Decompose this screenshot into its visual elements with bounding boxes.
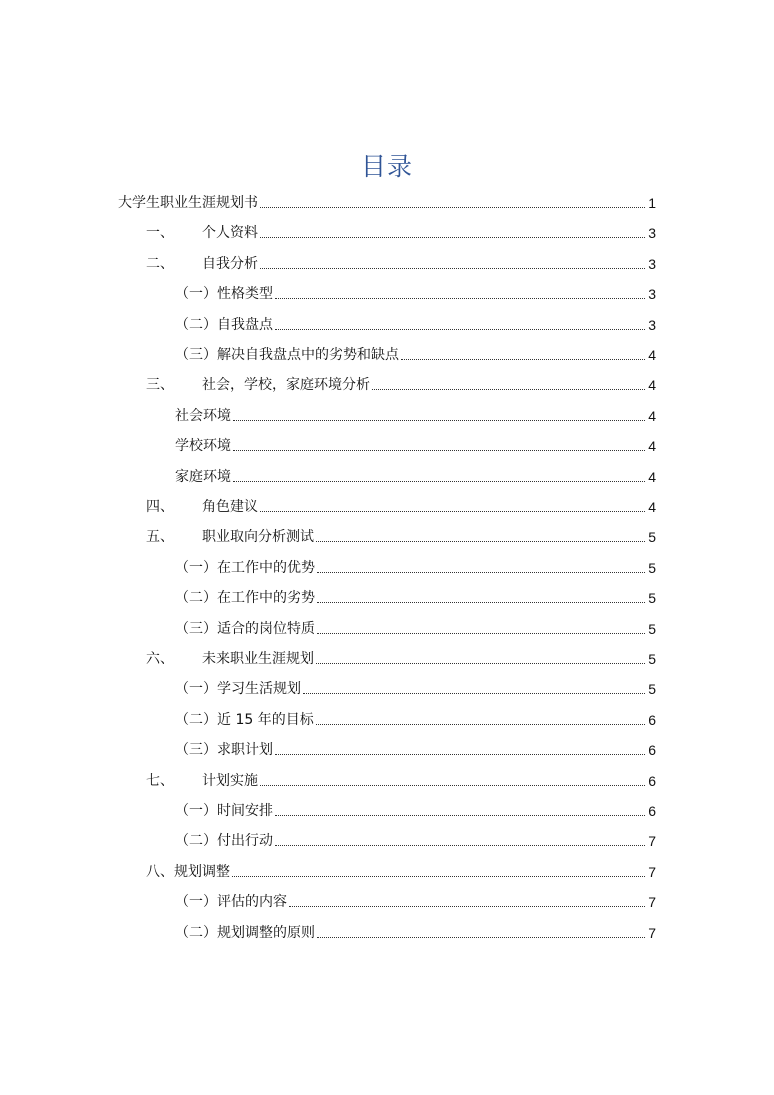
toc-page-number: 1 (648, 195, 656, 211)
toc-page-number: 3 (648, 225, 656, 242)
toc-dot-leader (260, 207, 645, 208)
toc-page-number: 6 (648, 772, 656, 789)
toc-entry-number: 六、 (146, 651, 174, 667)
toc-entry-text: 职业取向分析测试 (202, 529, 314, 546)
toc-page-number: 5 (648, 620, 656, 637)
toc-entry-text: （三）解决自我盘点中的劣势和缺点 (175, 347, 399, 363)
toc-page-number: 7 (648, 924, 656, 941)
toc-entry[interactable] (146, 490, 656, 516)
toc-dot-leader (401, 359, 645, 360)
toc-dot-leader (275, 298, 645, 299)
toc-entry-text: 大学生职业生涯规划书 (118, 195, 258, 211)
toc-entry-number: 七、 (146, 772, 174, 789)
toc-entry-text: （一）学习生活规划 (175, 681, 301, 698)
toc-entry-text: （一）评估的内容 (175, 894, 287, 911)
toc-entry-text: 家庭环境 (175, 468, 231, 485)
toc-entry[interactable] (146, 764, 656, 790)
toc-dot-leader (317, 602, 645, 603)
toc-dot-leader (372, 389, 645, 390)
toc-dot-leader (233, 420, 645, 421)
toc-title: 目录 (360, 152, 413, 181)
toc-entry[interactable] (175, 551, 656, 577)
toc-entry-text: 计划实施 (202, 772, 258, 789)
toc-entry[interactable] (175, 794, 656, 820)
toc-page-number: 6 (648, 742, 656, 759)
toc-entry-number: 四、 (146, 499, 174, 515)
toc-entry[interactable] (175, 703, 656, 729)
toc-dot-leader (317, 572, 645, 573)
toc-entry[interactable] (146, 520, 656, 546)
toc-entry[interactable] (175, 824, 656, 850)
toc-dot-leader (260, 237, 645, 238)
toc-dot-leader (275, 329, 645, 330)
toc-dot-leader (303, 693, 645, 694)
toc-page-number: 6 (648, 803, 656, 819)
toc-page-number: 4 (648, 468, 656, 485)
toc-dot-leader (289, 906, 645, 907)
toc-entry-text: （二）近 15 年的目标 (175, 711, 314, 728)
toc-entry-text: 学校环境 (175, 438, 231, 455)
toc-entry-text: （二）规划调整的原则 (175, 924, 315, 941)
toc-entry[interactable] (146, 247, 656, 273)
toc-entry[interactable] (175, 733, 656, 759)
toc-page-number: 3 (648, 286, 656, 303)
toc-entry-text: （三）求职计划 (175, 742, 273, 759)
toc-page-number: 3 (648, 316, 656, 333)
toc-dot-leader (260, 268, 645, 269)
toc-entry-number: 三、 (146, 377, 174, 394)
toc-entry-text: 社会，学校，家庭环境分析 (202, 377, 370, 394)
toc-entry-text: 八、规划调整 (146, 863, 230, 880)
toc-dot-leader (232, 876, 645, 877)
toc-entry-text: 未来职业生涯规划 (202, 651, 314, 667)
toc-entry-text: 角色建议 (202, 499, 258, 515)
toc-dot-leader (275, 754, 645, 755)
toc-page-number: 4 (648, 438, 656, 455)
toc-entry[interactable] (175, 612, 656, 638)
toc-dot-leader (317, 937, 645, 938)
toc-entry[interactable] (175, 672, 656, 698)
toc-entry[interactable] (175, 277, 656, 303)
toc-page-number: 3 (648, 255, 656, 272)
toc-entry[interactable] (175, 460, 656, 486)
toc-entry[interactable] (175, 308, 656, 334)
toc-dot-leader (275, 815, 645, 816)
toc-dot-leader (317, 633, 645, 634)
toc-entry[interactable] (146, 855, 656, 881)
toc-entry[interactable] (175, 581, 656, 607)
toc-dot-leader (260, 785, 645, 786)
toc-entry[interactable] (175, 399, 656, 425)
toc-entry[interactable] (146, 368, 656, 394)
toc-entry-text: （二）在工作中的劣势 (175, 590, 315, 607)
toc-page-number: 5 (648, 529, 656, 546)
toc-page-number: 4 (648, 347, 656, 363)
toc-dot-leader (260, 511, 645, 512)
toc-entry[interactable] (175, 338, 656, 364)
toc-entry[interactable] (146, 642, 656, 668)
toc-page-number: 5 (648, 651, 656, 667)
toc-entry-text: 自我分析 (202, 255, 258, 272)
toc-page-number: 4 (648, 407, 656, 424)
toc-entry[interactable] (146, 216, 656, 242)
toc-entry-number: 五、 (146, 529, 174, 546)
toc-dot-leader (316, 663, 645, 664)
toc-page-number: 5 (648, 681, 656, 698)
toc-dot-leader (316, 724, 645, 725)
toc-dot-leader (233, 450, 645, 451)
toc-page-number: 4 (648, 499, 656, 515)
toc-entry-number: 一、 (146, 225, 174, 242)
toc-page-number: 4 (648, 377, 656, 394)
toc-page-number: 7 (648, 894, 656, 911)
toc-entry-number: 二、 (146, 255, 174, 272)
toc-page-number: 5 (648, 559, 656, 576)
toc-page-number: 6 (648, 711, 656, 728)
toc-entry-text: （一）性格类型 (175, 286, 273, 303)
toc-page-number: 7 (648, 833, 656, 850)
toc-entry-text: 个人资料 (202, 225, 258, 242)
toc-entry-text: （一）在工作中的优势 (175, 559, 315, 576)
toc-entry-text: 社会环境 (175, 407, 231, 424)
toc-page-number: 7 (648, 863, 656, 880)
toc-entry[interactable] (175, 916, 656, 942)
toc-dot-leader (316, 541, 645, 542)
toc-entry[interactable] (175, 429, 656, 455)
toc-entry[interactable] (175, 885, 656, 911)
toc-entry[interactable] (118, 186, 656, 212)
toc-page-number: 5 (648, 590, 656, 607)
toc-dot-leader (233, 481, 645, 482)
toc-entry-text: （二）自我盘点 (175, 316, 273, 333)
toc-entry-text: （二）付出行动 (175, 833, 273, 850)
toc-entry-text: （三）适合的岗位特质 (175, 620, 315, 637)
toc-dot-leader (275, 845, 645, 846)
toc-entry-text: （一）时间安排 (175, 803, 273, 819)
